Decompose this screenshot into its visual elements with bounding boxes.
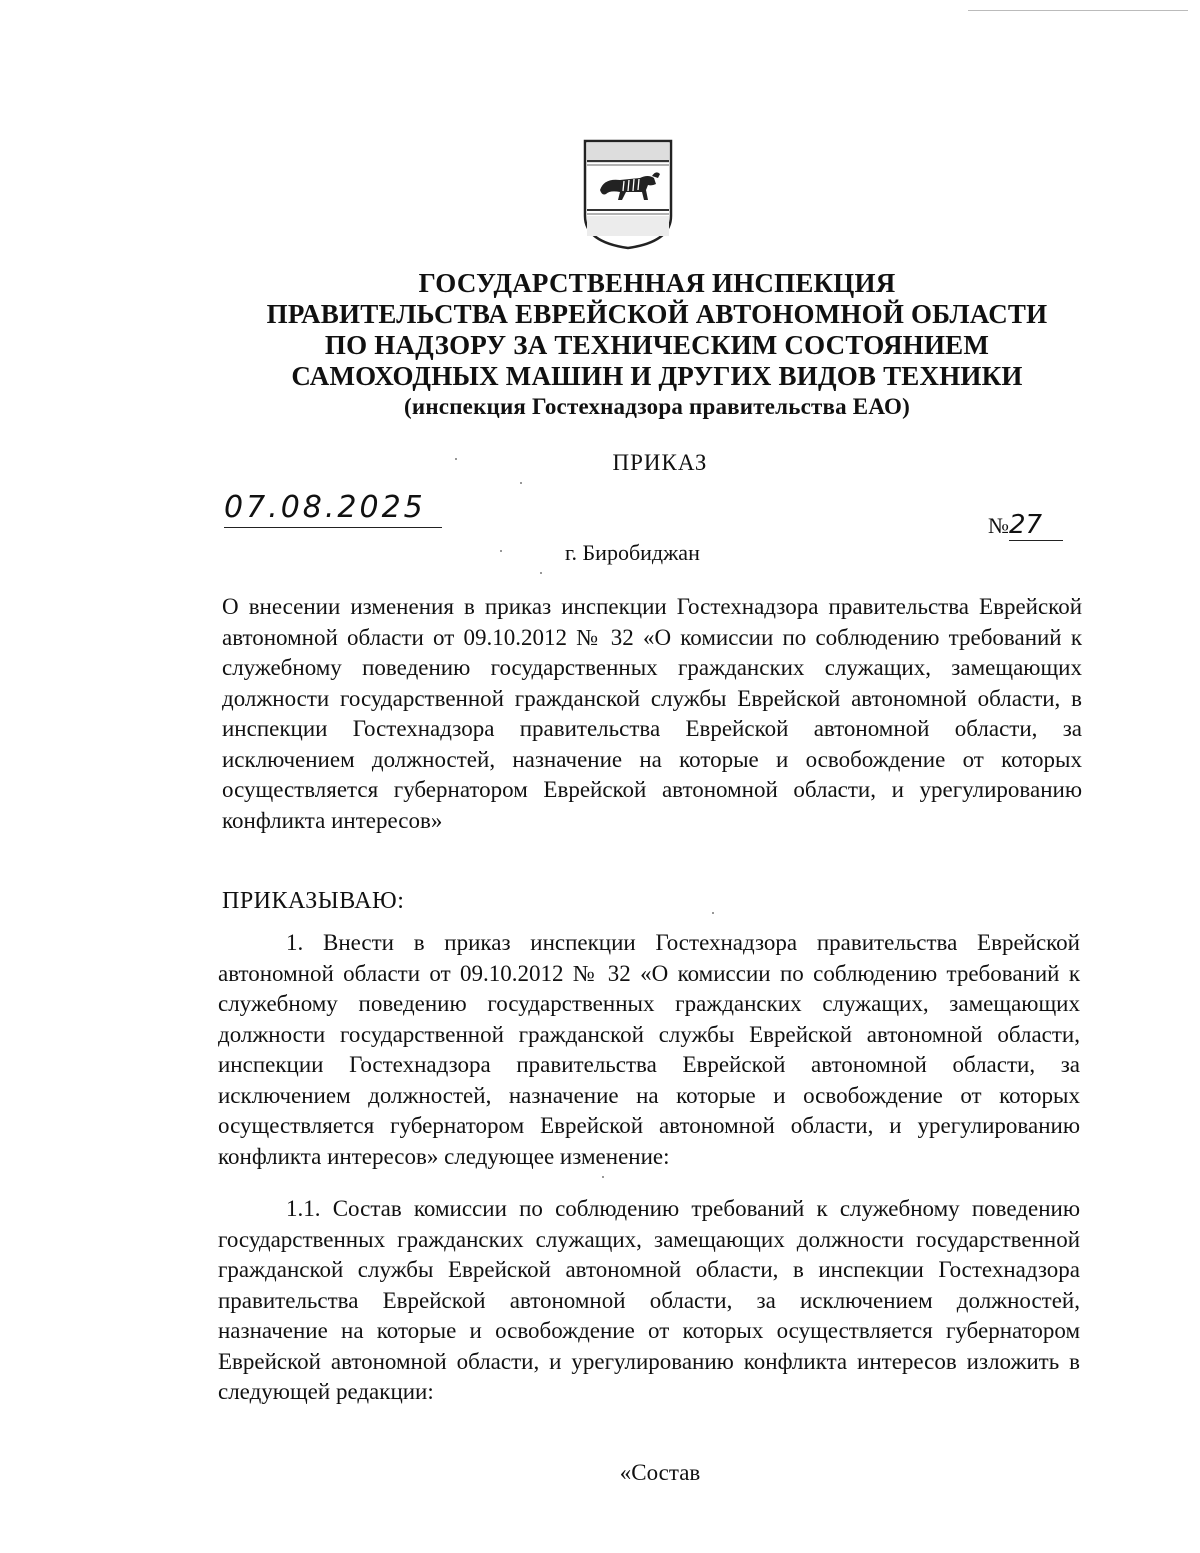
scan-speck xyxy=(455,458,457,460)
header-line-1: ГОСУДАРСТВЕННАЯ ИНСПЕКЦИЯ xyxy=(418,268,896,298)
number-value: 27 xyxy=(1009,510,1063,541)
scan-speck xyxy=(712,912,714,914)
document-city: г. Биробиджан xyxy=(565,540,700,565)
number-label: № xyxy=(988,513,1009,538)
header-line-2: ПРАВИТЕЛЬСТВА ЕВРЕЙСКОЙ АВТОНОМНОЙ ОБЛАСТИ xyxy=(266,299,1048,329)
scan-speck xyxy=(540,572,542,574)
paragraph-1: 1. Внести в приказ инспекции Гостехнадзора правительства Еврейской автономной области от 09.10.2012 № 32 «О комиссии по соблюдению требований к служебному поведению государственных гражданских служащих, замещающих должности государственной гражданской службы Еврейской автономной области, инспекции Гостехнадзора правительства Еврейской автономной области, за исключением должностей, назначение на которые и освобождение от которых осуществляется губернатором Еврейской автономной области, и урегулированию конфликта интересов» следующее изменение: xyxy=(218,930,1080,1169)
header-line-5: (инспекция Гостехнадзора правительства ЕАО) xyxy=(404,394,910,419)
paragraph-1-1: 1.1. Состав комиссии по соблюдению требований к служебному поведению государственных гражданских служащих, замещающих должности государственной гражданской службы Еврейской автономной области, в инспекции Гостехнадзора правительства Еврейской автономной области, за исключением должностей, назначение на которые и освобождение от которых осуществляется губернатором Еврейской автономной области, и урегулированию конфликта интересов изложить в следующей редакции: xyxy=(218,1196,1080,1404)
scan-speck xyxy=(500,550,502,552)
header-line-4: САМОХОДНЫХ МАШИН И ДРУГИХ ВИДОВ ТЕХНИКИ xyxy=(291,361,1023,391)
document-number xyxy=(988,510,1063,541)
header-line-3: ПО НАДЗОРУ ЗА ТЕХНИЧЕСКИМ СОСТОЯНИЕМ xyxy=(324,330,990,360)
document-date: 07.08.2025 xyxy=(224,490,442,528)
emblem-icon xyxy=(582,138,674,250)
document-subject: О внесении изменения в приказ инспекции Гостехнадзора правительства Еврейской автономной области от 09.10.2012 № 32 «О комиссии по соблюдению требований к служебному поведению государственных гражданских служащих, замещающих должности государственной гражданской службы Еврейской автономной области, в инспекции Гостехнадзора правительства Еврейской автономной области, за исключением должностей, назначение на которые и освобождение от которых осуществляется губернатором Еврейской автономной области, и урегулированию конфликта интересов» xyxy=(222,594,1082,833)
section-heading: «Состав xyxy=(619,1460,701,1485)
document-type: ПРИКАЗ xyxy=(612,450,708,475)
order-word: ПРИКАЗЫВАЮ: xyxy=(222,888,405,914)
organization-header xyxy=(200,268,1114,422)
scan-edge-line xyxy=(968,10,1188,11)
scan-speck xyxy=(520,482,522,484)
scan-speck xyxy=(602,1176,604,1178)
